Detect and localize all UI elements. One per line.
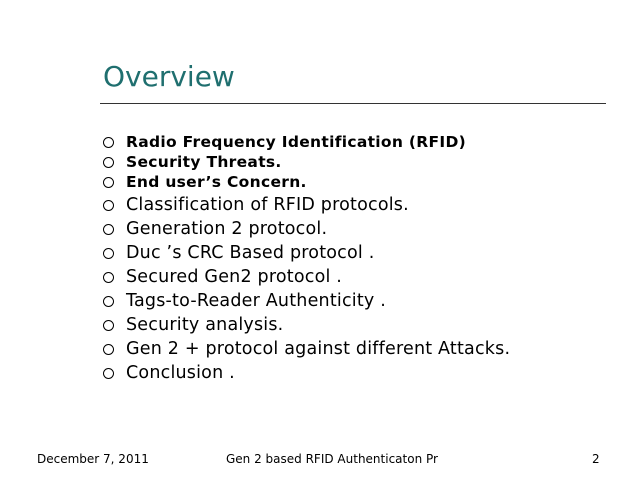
hollow-circle-bullet-icon — [103, 224, 114, 235]
footer-title: Gen 2 based RFID Authenticaton Pr — [226, 452, 438, 466]
hollow-circle-bullet-icon — [103, 320, 114, 331]
bullet-text: Security analysis. — [126, 315, 284, 335]
bullet-text: Radio Frequency Identification (RFID) — [126, 133, 467, 151]
hollow-circle-bullet-icon — [103, 368, 114, 379]
bullet-text: Security Threats. — [126, 153, 282, 171]
hollow-circle-bullet-icon — [103, 177, 114, 188]
bullet-text: Conclusion . — [126, 363, 235, 383]
hollow-circle-bullet-icon — [103, 296, 114, 307]
hollow-circle-bullet-icon — [103, 344, 114, 355]
title-divider — [100, 103, 606, 104]
bullet-text: End user’s Concern. — [126, 173, 307, 191]
hollow-circle-bullet-icon — [103, 272, 114, 283]
bullet-text: Generation 2 protocol. — [126, 219, 328, 239]
hollow-circle-bullet-icon — [103, 200, 114, 211]
hollow-circle-bullet-icon — [103, 137, 114, 148]
hollow-circle-bullet-icon — [103, 248, 114, 259]
bullet-text: Secured Gen2 protocol . — [126, 267, 343, 287]
bullet-text: Tags-to-Reader Authenticity . — [126, 291, 386, 311]
bullet-item — [103, 265, 342, 289]
bullet-text: Duc ’s CRC Based protocol . — [126, 243, 375, 263]
footer-date: December 7, 2011 — [37, 452, 149, 466]
hollow-circle-bullet-icon — [103, 157, 114, 168]
bullet-text: Gen 2 + protocol against different Attacks. — [126, 339, 511, 359]
bullet-item — [103, 193, 409, 217]
bullet-item — [103, 241, 374, 265]
bullet-item — [103, 313, 283, 337]
bullet-item — [103, 217, 327, 241]
bullet-item — [103, 170, 307, 194]
bullet-item — [103, 289, 386, 313]
bullet-text: Classification of RFID protocols. — [126, 195, 409, 215]
bullet-item — [103, 337, 510, 361]
slide-title: Overview — [103, 60, 235, 93]
bullet-item — [103, 361, 235, 385]
footer-page-number: 2 — [592, 452, 600, 466]
